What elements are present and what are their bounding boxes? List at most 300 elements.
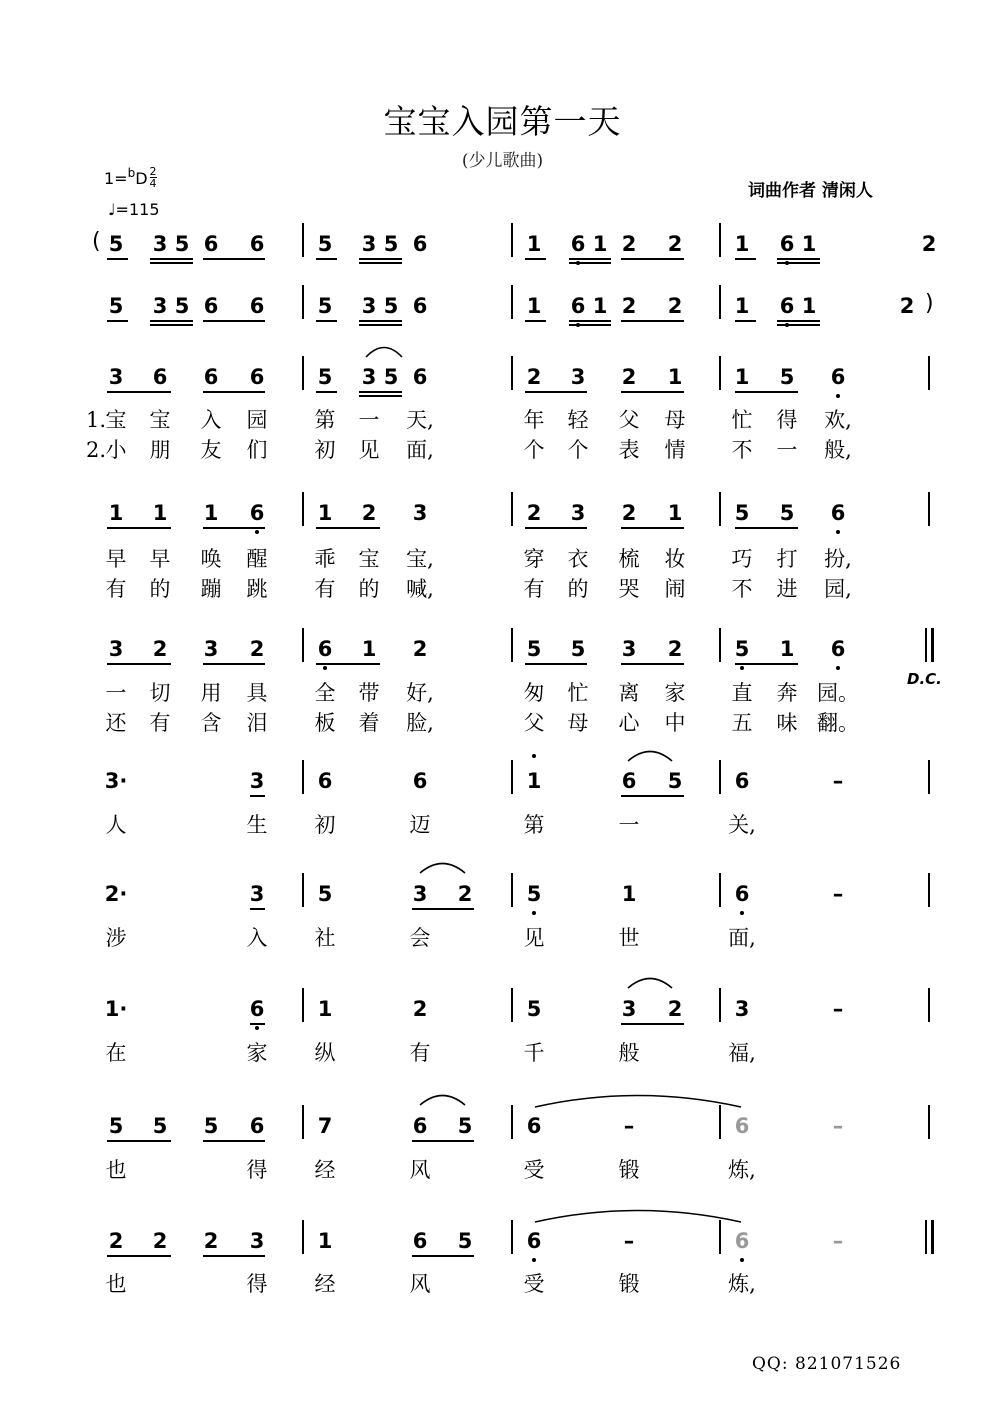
note: 2 <box>526 365 542 389</box>
lyric-syllable: 醒 <box>246 547 268 571</box>
slur-arc <box>419 860 466 874</box>
lyric-syllable: 的 <box>149 577 171 601</box>
lyric-syllable: 心 <box>618 711 640 735</box>
lyric-syllable: 巧 <box>731 547 753 571</box>
barline <box>302 760 304 794</box>
note: 1 <box>734 365 750 389</box>
underline <box>525 258 546 260</box>
barline <box>719 760 721 794</box>
note: 5 <box>457 1229 473 1253</box>
lyric-syllable: 纵 <box>314 1041 336 1065</box>
key-signature <box>104 165 157 191</box>
underline <box>250 795 265 797</box>
note: 3 <box>621 637 637 661</box>
lyric-syllable: 园, <box>824 577 852 601</box>
double-underline <box>359 324 402 326</box>
barline <box>719 1105 721 1139</box>
barline <box>925 628 927 662</box>
low-octave-dot <box>532 1258 536 1262</box>
lyric-syllable: 世 <box>618 926 640 950</box>
lyric-syllable: 用 <box>200 681 222 705</box>
key-note: D <box>135 169 148 188</box>
lyric-syllable: 进 <box>776 577 798 601</box>
lyric-syllable: 切 <box>149 681 171 705</box>
da-capo-mark: D.C. <box>907 670 942 688</box>
lyric-syllable: 在 <box>105 1041 127 1065</box>
note: 2 <box>621 294 637 318</box>
note: 1 <box>203 501 219 525</box>
underline <box>316 258 337 260</box>
time-numerator: 2 <box>149 165 157 178</box>
note: 6 <box>570 294 586 318</box>
lyric-syllable: 宝, <box>406 547 434 571</box>
note: 3 <box>621 997 637 1021</box>
lyric-syllable: 梳 <box>618 547 640 571</box>
lyric-syllable: 穿 <box>523 547 545 571</box>
underline <box>412 1255 474 1257</box>
note: 3 <box>152 294 168 318</box>
lyric-syllable: 含 <box>200 711 222 735</box>
note: 5 <box>152 1114 168 1138</box>
underline <box>250 1023 265 1025</box>
note: 6 <box>317 637 333 661</box>
note: 3 <box>361 294 377 318</box>
note: 2 <box>108 1229 124 1253</box>
lyric-syllable: 有 <box>409 1041 431 1065</box>
underline <box>203 320 265 322</box>
underline <box>107 320 128 322</box>
note: – <box>623 1114 635 1138</box>
note: 6 <box>249 1114 265 1138</box>
lyric-syllable: 中 <box>664 711 686 735</box>
underline <box>107 258 128 260</box>
note: 6 <box>203 365 219 389</box>
lyric-syllable: 般, <box>824 438 852 462</box>
note: 5 <box>734 501 750 525</box>
underline <box>203 527 265 529</box>
low-octave-dot <box>576 261 580 265</box>
lyric-syllable: 的 <box>567 577 589 601</box>
lyric-syllable: 哭 <box>618 577 640 601</box>
note: 6 <box>830 365 846 389</box>
lyric-syllable: 风 <box>409 1272 431 1296</box>
slur-arc <box>627 975 673 989</box>
lyric-syllable: 初 <box>314 813 336 837</box>
song-title: 宝宝入园第一天 <box>383 102 622 141</box>
lyric-syllable: 社 <box>314 926 336 950</box>
lyric-syllable: 面, <box>728 926 756 950</box>
author-credit: 词曲作者 清闲人 <box>748 181 873 201</box>
lyric-syllable: 直 <box>731 681 753 705</box>
note: 6 <box>734 769 750 793</box>
barline <box>511 492 513 526</box>
note: – <box>623 1229 635 1253</box>
note: 1 <box>361 637 377 661</box>
lyric-syllable: 父 <box>523 711 545 735</box>
underline <box>621 1023 684 1025</box>
slur-arc <box>419 1092 466 1106</box>
note: 2 <box>203 1229 219 1253</box>
note: 5 <box>779 365 795 389</box>
underline <box>412 1140 474 1142</box>
barline <box>928 1105 930 1139</box>
note: 1 <box>592 232 608 256</box>
note: 6 <box>203 294 219 318</box>
barline <box>719 223 721 257</box>
note: 3 <box>570 501 586 525</box>
lyric-syllable: 欢, <box>824 408 852 432</box>
note: 1 <box>526 769 542 793</box>
lyric-syllable: 好, <box>406 681 434 705</box>
lyric-syllable: 泪 <box>246 711 268 735</box>
lyric-syllable: 有 <box>105 577 127 601</box>
double-underline <box>777 324 820 326</box>
verse-number: 1. <box>86 408 107 432</box>
underline <box>777 258 820 260</box>
tempo-mark: ♩=115 <box>108 200 160 219</box>
lyric-syllable: 父 <box>618 408 640 432</box>
underline <box>735 391 798 393</box>
lyric-syllable: 福, <box>728 1041 756 1065</box>
lyric-syllable: 千 <box>523 1041 545 1065</box>
lyric-syllable: 着 <box>358 711 380 735</box>
note: 1 <box>779 637 795 661</box>
note: 5 <box>108 1114 124 1138</box>
note: 2 <box>667 637 683 661</box>
underline <box>107 1255 171 1257</box>
double-underline <box>359 262 402 264</box>
note: 2 <box>621 501 637 525</box>
underline <box>316 320 337 322</box>
barline <box>511 356 513 390</box>
barline <box>928 492 930 526</box>
note: 6 <box>779 232 795 256</box>
note: 2 <box>412 997 428 1021</box>
lyric-syllable: 忙 <box>731 408 753 432</box>
note: 5 <box>174 232 190 256</box>
note: 6 <box>412 1229 428 1253</box>
barline <box>719 628 721 662</box>
double-underline <box>150 324 193 326</box>
note: – <box>832 1229 844 1253</box>
lyric-syllable: 宝 <box>358 547 380 571</box>
lyric-syllable: 会 <box>409 926 431 950</box>
underline <box>150 320 193 322</box>
underline <box>621 663 684 665</box>
slur-arc <box>365 344 403 358</box>
low-octave-dot <box>785 261 789 265</box>
lyric-syllable: 扮, <box>824 547 852 571</box>
lyric-syllable: 有 <box>314 577 336 601</box>
note: 1 <box>317 997 333 1021</box>
underline <box>569 258 611 260</box>
double-underline <box>150 262 193 264</box>
note: 2 <box>621 365 637 389</box>
underline <box>107 1140 171 1142</box>
low-octave-dot <box>255 1026 259 1030</box>
lyric-syllable: 个 <box>523 438 545 462</box>
note: 6 <box>249 294 265 318</box>
lyric-syllable: 迈 <box>409 813 431 837</box>
lyric-syllable: 蹦 <box>200 577 222 601</box>
underline <box>203 1140 265 1142</box>
note: – <box>832 1114 844 1138</box>
lyric-syllable: 宝 <box>149 408 171 432</box>
note: 6 <box>830 637 846 661</box>
note: 1 <box>801 294 817 318</box>
low-octave-dot <box>576 323 580 327</box>
note: 5 <box>383 365 399 389</box>
note: 5 <box>526 997 542 1021</box>
underline <box>525 663 587 665</box>
final-barline <box>931 1220 934 1254</box>
tie-arc <box>534 1207 742 1223</box>
note: 5 <box>570 637 586 661</box>
barline <box>511 628 513 662</box>
lyric-syllable: 不 <box>731 438 753 462</box>
underline <box>735 320 756 322</box>
underline <box>359 258 402 260</box>
note: 2 <box>667 232 683 256</box>
underline <box>735 663 798 665</box>
low-octave-dot <box>740 1258 744 1262</box>
underline <box>621 320 684 322</box>
barline <box>302 1220 304 1254</box>
underline <box>107 663 171 665</box>
time-denominator: 4 <box>149 177 157 190</box>
lyric-syllable: 炼, <box>728 1158 756 1182</box>
lyric-syllable: 友 <box>200 438 222 462</box>
note: 6 <box>152 365 168 389</box>
lyric-syllable: 经 <box>314 1272 336 1296</box>
lyric-syllable: 跳 <box>246 577 268 601</box>
barline <box>719 285 721 319</box>
lyric-syllable: 五 <box>731 711 753 735</box>
lyric-syllable: 第 <box>523 813 545 837</box>
low-octave-dot <box>532 911 536 915</box>
note: 1· <box>104 997 128 1021</box>
underline <box>525 527 587 529</box>
lyric-syllable: 一 <box>105 681 127 705</box>
flat-sign: b <box>127 166 136 180</box>
lyric-syllable: 匆 <box>523 681 545 705</box>
low-octave-dot <box>740 911 744 915</box>
barline <box>719 492 721 526</box>
lyric-syllable: 入 <box>200 408 222 432</box>
time-signature <box>150 166 157 189</box>
note: 1 <box>108 501 124 525</box>
lyric-syllable: 园 <box>246 408 268 432</box>
lyric-syllable: 年 <box>523 408 545 432</box>
qq-contact: QQ: 821071526 <box>752 1354 902 1374</box>
note: 6 <box>734 1229 750 1253</box>
note: 5 <box>317 232 333 256</box>
low-octave-dot <box>255 530 259 534</box>
lyric-syllable: 风 <box>409 1158 431 1182</box>
lyric-syllable: 经 <box>314 1158 336 1182</box>
lyric-syllable: 奔 <box>776 681 798 705</box>
note: 2 <box>152 1229 168 1253</box>
lyric-syllable: 炼, <box>728 1272 756 1296</box>
lyric-syllable: 锻 <box>618 1272 640 1296</box>
note: 6 <box>621 769 637 793</box>
note: 2 <box>412 637 428 661</box>
note: 6 <box>412 232 428 256</box>
slur-arc <box>627 748 673 762</box>
note: 1 <box>317 501 333 525</box>
underline <box>735 527 798 529</box>
note: 5 <box>383 294 399 318</box>
underline <box>203 1255 265 1257</box>
open-paren: ( <box>92 229 101 254</box>
note: 1 <box>734 294 750 318</box>
note: 2 <box>361 501 377 525</box>
lyric-syllable: 小 <box>105 438 127 462</box>
lyric-syllable: 表 <box>618 438 640 462</box>
lyric-syllable: 还 <box>105 711 127 735</box>
low-octave-dot <box>740 666 744 670</box>
lyric-syllable: 有 <box>149 711 171 735</box>
note: 3 <box>249 882 265 906</box>
lyric-syllable: 闹 <box>664 577 686 601</box>
note: 1 <box>526 232 542 256</box>
barline <box>511 760 513 794</box>
note: 2 <box>526 501 542 525</box>
note: 2 <box>457 882 473 906</box>
note: 5 <box>526 882 542 906</box>
lyric-syllable: 母 <box>567 711 589 735</box>
note: 1 <box>592 294 608 318</box>
underline <box>316 527 380 529</box>
note: 6 <box>317 769 333 793</box>
song-subtitle: (少儿歌曲) <box>461 151 544 171</box>
note: 1 <box>734 232 750 256</box>
note: 5 <box>526 637 542 661</box>
lyric-syllable: 早 <box>149 547 171 571</box>
lyric-syllable: 初 <box>314 438 336 462</box>
underline <box>316 663 380 665</box>
underline <box>250 908 265 910</box>
close-paren: ) <box>925 291 934 316</box>
barline <box>928 356 930 390</box>
lyric-syllable: 全 <box>314 681 336 705</box>
note: 2 <box>249 637 265 661</box>
note: 2 <box>152 637 168 661</box>
note: 6 <box>203 232 219 256</box>
note: 1 <box>667 501 683 525</box>
note: 1 <box>526 294 542 318</box>
underline <box>621 795 684 797</box>
underline <box>525 391 587 393</box>
lyric-syllable: 生 <box>246 813 268 837</box>
barline <box>511 223 513 257</box>
note: 1 <box>667 365 683 389</box>
barline <box>719 1220 721 1254</box>
note: 5 <box>317 365 333 389</box>
underline <box>569 320 611 322</box>
barline <box>302 492 304 526</box>
note: 3 <box>249 769 265 793</box>
note: 3 <box>249 1229 265 1253</box>
high-octave-dot <box>532 754 536 758</box>
lyric-syllable: 个 <box>567 438 589 462</box>
barline <box>928 873 930 907</box>
underline <box>316 391 337 393</box>
note: 2· <box>104 882 128 906</box>
note: 5 <box>734 637 750 661</box>
lyric-syllable: 宝 <box>105 408 127 432</box>
note: 5 <box>317 882 333 906</box>
low-octave-dot <box>785 323 789 327</box>
note: 6 <box>249 501 265 525</box>
underline <box>150 258 193 260</box>
note: 6 <box>526 1114 542 1138</box>
low-octave-dot <box>836 666 840 670</box>
underline <box>359 391 402 393</box>
lyric-syllable: 唤 <box>200 547 222 571</box>
note: 6 <box>412 769 428 793</box>
lyric-syllable: 见 <box>358 438 380 462</box>
note: 6 <box>412 294 428 318</box>
barline <box>511 285 513 319</box>
note: 5 <box>108 232 124 256</box>
double-underline <box>359 395 402 397</box>
underline <box>525 320 546 322</box>
note: 3 <box>570 365 586 389</box>
note: – <box>832 997 844 1021</box>
lyric-syllable: 不 <box>731 577 753 601</box>
tie-arc <box>534 1092 742 1108</box>
note: 3 <box>361 232 377 256</box>
lyric-syllable: 也 <box>105 1158 127 1182</box>
note: 2 <box>667 294 683 318</box>
note: 3 <box>108 365 124 389</box>
underline <box>412 908 474 910</box>
lyric-syllable: 家 <box>246 1041 268 1065</box>
barline <box>302 1105 304 1139</box>
note: 2 <box>899 294 915 318</box>
barline <box>511 1105 513 1139</box>
lyric-syllable: 一 <box>776 438 798 462</box>
note: 6 <box>734 1114 750 1138</box>
lyric-syllable: 带 <box>358 681 380 705</box>
lyric-syllable: 受 <box>523 1158 545 1182</box>
lyric-syllable: 人 <box>105 813 127 837</box>
underline <box>107 527 171 529</box>
lyric-syllable: 也 <box>105 1272 127 1296</box>
note: 6 <box>779 294 795 318</box>
underline <box>621 258 684 260</box>
lyric-syllable: 见 <box>523 926 545 950</box>
lyric-syllable: 天, <box>406 408 434 432</box>
note: 2 <box>621 232 637 256</box>
lyric-syllable: 一 <box>358 408 380 432</box>
lyric-syllable: 衣 <box>567 547 589 571</box>
underline <box>107 391 171 393</box>
barline <box>511 873 513 907</box>
note: 2 <box>667 997 683 1021</box>
barline <box>511 988 513 1022</box>
barline <box>719 988 721 1022</box>
lyric-syllable: 得 <box>246 1158 268 1182</box>
note: 6 <box>830 501 846 525</box>
note: 7 <box>317 1114 333 1138</box>
lyric-syllable: 乖 <box>314 547 336 571</box>
lyric-syllable: 入 <box>246 926 268 950</box>
lyric-syllable: 离 <box>618 681 640 705</box>
lyric-syllable: 味 <box>776 711 798 735</box>
lyric-syllable: 面, <box>406 438 434 462</box>
